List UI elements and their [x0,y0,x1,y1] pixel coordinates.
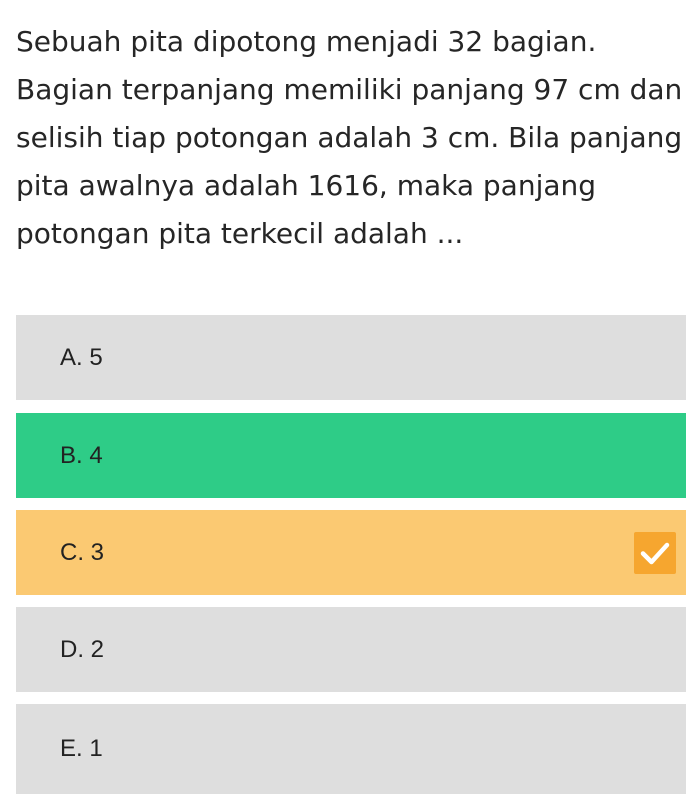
option-a-label: A. 5 [60,343,103,371]
option-d[interactable] [16,607,686,692]
option-e-label: E. 1 [60,735,103,762]
option-b-correct[interactable] [16,413,686,498]
checkmark-icon-glyph [634,532,676,574]
checkmark-icon [634,532,676,574]
question-text: Sebuah pita dipotong menjadi 32 bagian. Bagian terpanjang memiliki panjang 97 cm dan selisih tiap potongan adalah 3 cm. Bila panjang pita awalnya adalah 1616, maka panjang potongan pita terkecil adalah ... [16,25,683,250]
option-a[interactable] [16,315,686,400]
option-c-label: C. 3 [60,538,105,566]
option-b-label: B. 4 [60,441,103,469]
option-c-selected[interactable] [16,510,686,595]
option-d-label: D. 2 [60,635,105,663]
option-e[interactable] [16,704,686,794]
